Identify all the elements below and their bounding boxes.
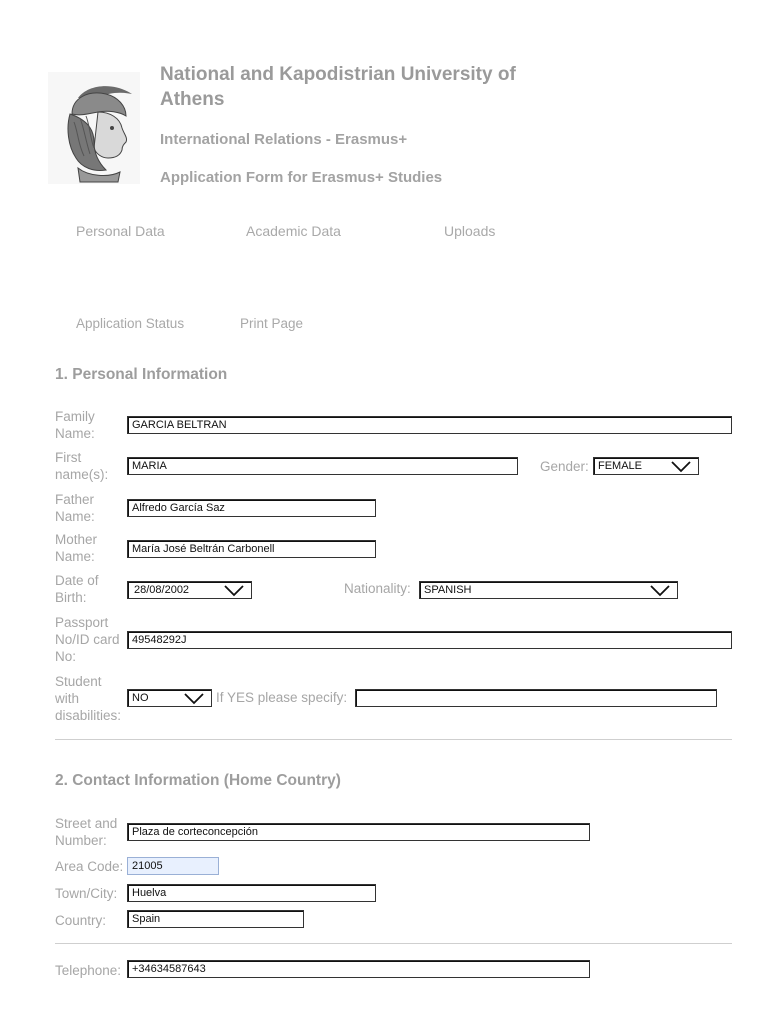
gender-select-value: FEMALE	[598, 460, 643, 472]
telephone-input[interactable]: +34634587643	[127, 960, 590, 978]
street-label	[55, 815, 117, 849]
nationality-select-value: SPANISH	[424, 584, 472, 596]
chevron-down-icon	[223, 585, 245, 597]
first-name-label	[55, 449, 108, 483]
passport-label	[55, 614, 120, 665]
nationality-label: Nationality:	[344, 581, 411, 596]
section-divider	[55, 739, 732, 740]
father-name-label-line2: Name:	[55, 509, 95, 524]
disabilities-specify-label: If YES please specify:	[216, 690, 348, 705]
page-subtitle: International Relations - Erasmus+	[160, 131, 408, 148]
date-of-birth-label-line1: Date of	[55, 573, 99, 588]
first-name-label-line2: name(s):	[55, 467, 109, 482]
nav-academic-data[interactable]: Academic Data	[246, 223, 341, 239]
passport-input[interactable]: 49548292J	[127, 631, 732, 649]
first-name-input[interactable]: MARIA	[127, 457, 518, 475]
family-name-label-line2: Name:	[55, 426, 95, 441]
disabilities-label-line1: Student	[55, 674, 102, 689]
street-label-line1: Street and	[55, 816, 118, 831]
nav-uploads[interactable]: Uploads	[444, 223, 496, 239]
section-divider	[55, 943, 732, 944]
gender-label: Gender:	[540, 459, 589, 474]
date-of-birth-label-line2: Birth:	[55, 590, 87, 605]
section-personal-information-title: 1. Personal Information	[55, 366, 228, 383]
university-logo	[48, 72, 140, 184]
country-input[interactable]: Spain	[127, 910, 304, 928]
nav-personal-data[interactable]: Personal Data	[76, 223, 165, 239]
country-label: Country:	[55, 913, 107, 928]
first-name-label-line1: First	[55, 450, 82, 465]
date-of-birth-select[interactable]	[127, 581, 252, 599]
town-input[interactable]: Huelva	[127, 884, 376, 902]
nationality-select[interactable]	[419, 581, 678, 599]
disabilities-select-value: NO	[132, 692, 149, 704]
telephone-label: Telephone:	[55, 963, 122, 978]
section-contact-information-title: 2. Contact Information (Home Country)	[55, 772, 341, 789]
family-name-input[interactable]: GARCIA BELTRAN	[127, 416, 732, 434]
family-name-label-line1: Family	[55, 409, 95, 424]
mother-name-input[interactable]: María José Beltrán Carbonell	[127, 540, 376, 558]
disabilities-label-line2: with	[55, 691, 80, 706]
passport-label-line2: No/ID card	[55, 632, 120, 647]
street-input[interactable]: Plaza de corteconcepción	[127, 823, 590, 841]
passport-label-line3: No:	[55, 649, 77, 664]
form-title: Application Form for Erasmus+ Studies	[160, 169, 443, 186]
passport-label-line1: Passport	[55, 615, 109, 630]
nav-application-status[interactable]: Application Status	[76, 316, 185, 331]
nav-print-page[interactable]: Print Page	[240, 316, 304, 331]
mother-name-label	[55, 531, 97, 565]
university-title: National and Kapodistrian University of Athens	[160, 64, 516, 110]
mother-name-label-line2: Name:	[55, 549, 95, 564]
gender-select[interactable]	[593, 457, 699, 475]
town-label: Town/City:	[55, 886, 118, 901]
date-of-birth-label	[55, 572, 99, 606]
chevron-down-icon	[183, 693, 205, 705]
father-name-input[interactable]: Alfredo García Saz	[127, 499, 376, 517]
area-code-label: Area Code:	[55, 859, 124, 874]
street-label-line2: Number:	[55, 833, 107, 848]
area-code-input[interactable]: 21005	[127, 857, 219, 875]
date-of-birth-value: 28/08/2002	[134, 584, 190, 596]
father-name-label	[55, 491, 95, 525]
disabilities-specify-input[interactable]	[355, 689, 717, 707]
mother-name-label-line1: Mother	[55, 532, 98, 547]
family-name-label	[55, 408, 95, 442]
athena-head-logo-icon	[48, 72, 140, 184]
disabilities-select[interactable]	[127, 689, 212, 707]
disabilities-label	[55, 673, 121, 724]
chevron-down-icon	[649, 585, 671, 597]
father-name-label-line1: Father	[55, 492, 95, 507]
disabilities-label-line3: disabilities:	[55, 708, 122, 723]
chevron-down-icon	[670, 461, 692, 473]
